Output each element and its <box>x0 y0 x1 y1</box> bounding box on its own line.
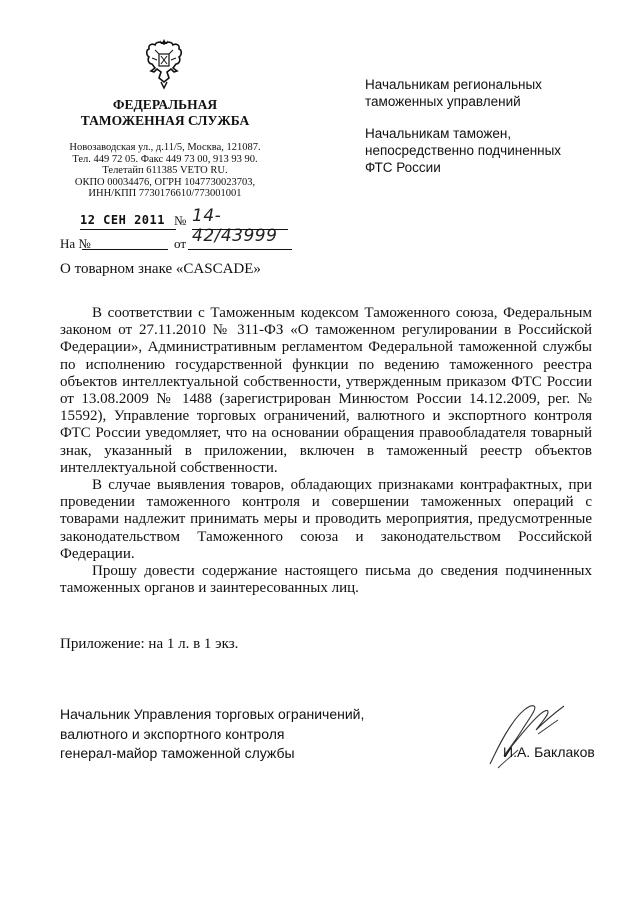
registration-date: 12 СЕН 2011 <box>80 213 165 227</box>
registration-date-underline <box>80 229 176 230</box>
signatory-name: И.А. Баклаков <box>503 744 595 760</box>
addressee-group-2 <box>365 125 615 176</box>
addressee-block <box>365 76 615 191</box>
organization-name <box>60 97 270 129</box>
addressee-line: непосредственно подчиненных <box>365 143 562 158</box>
addressee-line: Начальникам таможен, <box>365 126 512 141</box>
addressee-group-1 <box>365 76 615 110</box>
address-line: ИНН/КПП 7730176610/773001001 <box>88 188 242 199</box>
coat-of-arms-icon <box>143 38 185 92</box>
signatory-title-line: Начальник Управления торговых ограничений, <box>60 706 365 722</box>
letter-body <box>60 305 592 597</box>
signatory-title-line: валютного и экспортного контроля <box>60 725 285 742</box>
signatory-title-line: генерал-майор таможенной службы <box>60 745 295 761</box>
reference-date-blank <box>188 249 292 250</box>
organization-name-line: ФЕДЕРАЛЬНАЯ <box>112 97 218 112</box>
addressee-line: таможенных управлений <box>365 94 521 109</box>
body-paragraph: Прошу довести содержание настоящего письма до сведения подчиненных таможенных органов и заинтересованных лиц. <box>60 563 592 597</box>
attachment-note: Приложение: на 1 л. в 1 экз. <box>60 636 239 652</box>
organization-name-line: ТАМОЖЕННАЯ СЛУЖБА <box>80 113 250 128</box>
signatory-title <box>60 705 380 764</box>
address-line: Новозаводская ул., д.11/5, Москва, 121087. <box>69 142 261 153</box>
reference-line <box>60 236 300 254</box>
addressee-line: Начальникам региональных <box>365 77 542 92</box>
address-line: Телетайп 611385 VETO RU. <box>102 165 228 176</box>
registration-number-underline <box>192 229 288 230</box>
address-line: ОКПО 00034476, ОГРН 1047730023703, <box>74 176 256 188</box>
address-line: Тел. 449 72 05. Факс 449 73 00, 913 93 90. <box>72 153 258 165</box>
reference-no-blank <box>82 249 168 250</box>
registration-number-label: № <box>174 213 187 228</box>
organization-address <box>46 142 284 200</box>
reference-no-label: На № <box>60 236 91 251</box>
letter-subject: О товарном знаке «CASCADE» <box>60 261 261 277</box>
reference-from-label: от <box>174 236 187 251</box>
addressee-line: ФТС России <box>365 160 441 175</box>
body-paragraph: В соответствии с Таможенным кодексом Таможенного союза, Федеральным законом от 27.11.2010 № 311-ФЗ «О таможенном регулировании в Российской Федерации», Административным регламентом Федеральной таможенной службы по исполнению государственной функции по ведению таможенного реестра объектов интеллектуальной собственности, утвержденным приказом ФТС России от 13.08.2009 № 1488 (зарегистрирован Минюстом России 14.12.2009, рег. № 15592), Управление торговых ограничений, валютного и экспортного контроля ФТС России уведомляет, что на основании обращения правообладателя товарный знак, указанный в приложении, включен в таможенный реестр объектов интеллектуальной собственности. <box>60 305 592 476</box>
body-paragraph: В случае выявления товаров, обладающих признаками контрафактных, при проведении таможенного контроля и совершении таможенных операций с товарами надлежит принимать меры и проводить мероприятия, предусмотренные законодательством Таможенного союза и законодательством Российской Федерации. <box>60 477 592 562</box>
registration-number: 14-42/43999 <box>192 206 278 246</box>
